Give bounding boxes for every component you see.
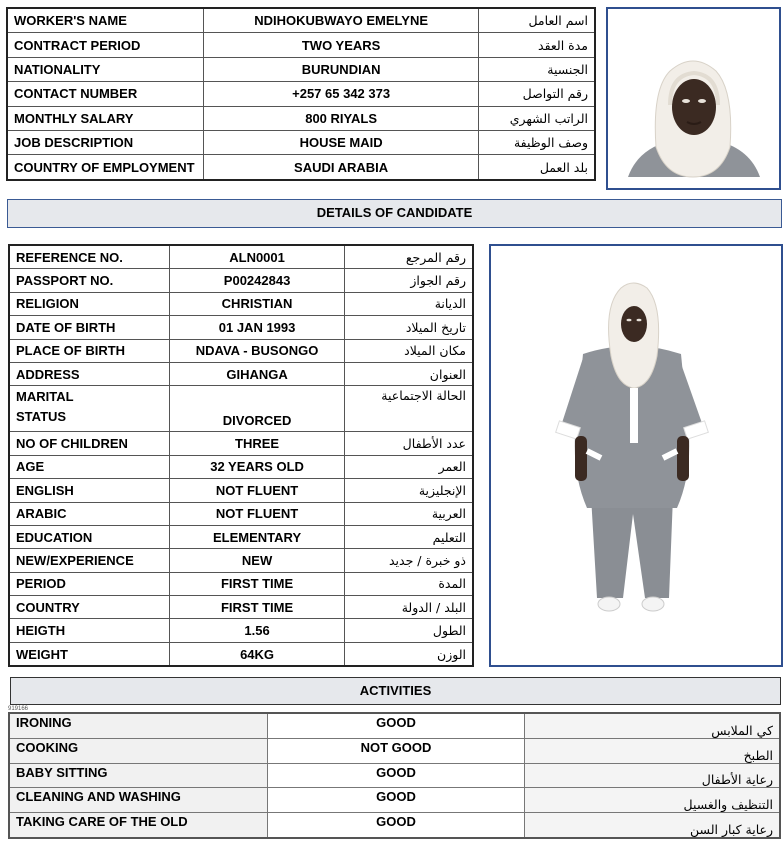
label-cooking-ar: الطبخ: [524, 738, 780, 763]
table-row: [9, 292, 473, 315]
label-new-experience-ar: ذو خبرة / جديد: [344, 549, 473, 572]
activities-banner: ACTIVITIES: [10, 677, 781, 705]
value-age: 32 YEARS OLD: [170, 455, 345, 478]
label-baby-sitting: BABY SITTING: [9, 763, 268, 788]
table-row: [9, 619, 473, 642]
value-worker-name: NDIHOKUBWAYO EMELYNE: [204, 8, 479, 33]
table-row: [9, 245, 473, 269]
table-row: [9, 596, 473, 619]
value-cleaning-washing: GOOD: [268, 788, 525, 813]
label-cooking: COOKING: [9, 738, 268, 763]
table-row: [9, 316, 473, 339]
label-cleaning-washing-ar: التنظيف والغسيل: [524, 788, 780, 813]
table-row: [7, 57, 595, 81]
label-baby-sitting-ar: رعاية الأطفال: [524, 763, 780, 788]
table-row: [9, 432, 473, 455]
value-job-description: HOUSE MAID: [204, 130, 479, 154]
label-place-of-birth: PLACE OF BIRTH: [9, 339, 170, 362]
label-date-of-birth: DATE OF BIRTH: [9, 316, 170, 339]
table-row: [9, 713, 780, 738]
value-contract-period: TWO YEARS: [204, 33, 479, 57]
label-country-ar: البلد / الدولة: [344, 596, 473, 619]
label-care-of-old-ar: رعاية كبار السن: [524, 813, 780, 838]
label-no-of-children-ar: عدد الأطفال: [344, 432, 473, 455]
value-arabic: NOT FLUENT: [170, 502, 345, 525]
label-country-of-employment-ar: بلد العمل: [479, 155, 595, 180]
label-english-ar: الإنجليزية: [344, 479, 473, 502]
table-row: [9, 642, 473, 666]
table-row: [7, 8, 595, 33]
headshot-photo: [606, 7, 781, 190]
label-address: ADDRESS: [9, 362, 170, 385]
value-ironing: GOOD: [268, 713, 525, 738]
value-contact-number: +257 65 342 373: [204, 82, 479, 106]
label-marital-line2: STATUS: [16, 409, 67, 425]
label-care-of-old: TAKING CARE OF THE OLD: [9, 813, 268, 838]
table-row: [7, 155, 595, 180]
value-height: 1.56: [170, 619, 345, 642]
value-no-of-children: THREE: [170, 432, 345, 455]
value-monthly-salary: 800 RIYALS: [204, 106, 479, 130]
value-date-of-birth: 01 JAN 1993: [170, 316, 345, 339]
label-address-ar: العنوان: [344, 362, 473, 385]
table-row: [7, 130, 595, 154]
label-weight: WEIGHT: [9, 642, 170, 666]
value-country-of-employment: SAUDI ARABIA: [204, 155, 479, 180]
portrait-illustration: [608, 9, 779, 188]
label-contract-period: CONTRACT PERIOD: [7, 33, 204, 57]
table-row: [9, 572, 473, 595]
table-row: [9, 362, 473, 385]
label-marital-status-ar: الحالة الاجتماعية: [344, 386, 473, 432]
label-job-description-ar: وصف الوظيفة: [479, 130, 595, 154]
label-age: AGE: [9, 455, 170, 478]
label-reference-no: REFERENCE NO.: [9, 245, 170, 269]
label-nationality-ar: الجنسية: [479, 57, 595, 81]
label-height: HEIGTH: [9, 619, 170, 642]
table-row: [9, 502, 473, 525]
table-row: [9, 763, 780, 788]
worker-info-table: [6, 7, 596, 181]
label-marital-line1: MARITAL: [16, 389, 74, 405]
value-cooking: NOT GOOD: [268, 738, 525, 763]
label-country-of-employment: COUNTRY OF EMPLOYMENT: [7, 155, 204, 180]
table-row: [9, 479, 473, 502]
value-address: GIHANGA: [170, 362, 345, 385]
label-contact-number-ar: رقم التواصل: [479, 82, 595, 106]
label-religion-ar: الديانة: [344, 292, 473, 315]
label-reference-no-ar: رقم المرجع: [344, 245, 473, 269]
label-marital-status: [9, 386, 170, 432]
label-education-ar: التعليم: [344, 525, 473, 548]
value-religion: CHRISTIAN: [170, 292, 345, 315]
activities-table: [8, 712, 781, 839]
table-row: [9, 269, 473, 292]
label-monthly-salary: MONTHLY SALARY: [7, 106, 204, 130]
value-nationality: BURUNDIAN: [204, 57, 479, 81]
value-reference-no: ALN0001: [170, 245, 345, 269]
table-row: [7, 33, 595, 57]
table-row: [9, 813, 780, 838]
label-education: EDUCATION: [9, 525, 170, 548]
table-row: [7, 82, 595, 106]
table-row: [7, 106, 595, 130]
label-date-of-birth-ar: تاريخ الميلاد: [344, 316, 473, 339]
value-marital-status: DIVORCED: [170, 386, 345, 432]
table-row: [9, 386, 473, 432]
value-english: NOT FLUENT: [170, 479, 345, 502]
label-new-experience: NEW/EXPERIENCE: [9, 549, 170, 572]
label-religion: RELIGION: [9, 292, 170, 315]
label-ironing-ar: كي الملابس: [524, 713, 780, 738]
label-english: ENGLISH: [9, 479, 170, 502]
candidate-details-table: [8, 244, 474, 667]
label-contact-number: CONTACT NUMBER: [7, 82, 204, 106]
label-ironing: IRONING: [9, 713, 268, 738]
label-contract-period-ar: مدة العقد: [479, 33, 595, 57]
table-row: [9, 738, 780, 763]
label-height-ar: الطول: [344, 619, 473, 642]
label-place-of-birth-ar: مكان الميلاد: [344, 339, 473, 362]
stray-mark: 919166: [8, 706, 29, 712]
full-body-photo: [489, 244, 783, 667]
value-country: FIRST TIME: [170, 596, 345, 619]
label-job-description: JOB DESCRIPTION: [7, 130, 204, 154]
details-of-candidate-banner: DETAILS OF CANDIDATE: [7, 199, 782, 228]
label-country: COUNTRY: [9, 596, 170, 619]
value-place-of-birth: NDAVA - BUSONGO: [170, 339, 345, 362]
label-nationality: NATIONALITY: [7, 57, 204, 81]
table-row: [9, 339, 473, 362]
value-passport-no: P00242843: [170, 269, 345, 292]
label-age-ar: العمر: [344, 455, 473, 478]
label-no-of-children: NO OF CHILDREN: [9, 432, 170, 455]
label-monthly-salary-ar: الراتب الشهري: [479, 106, 595, 130]
value-care-of-old: GOOD: [268, 813, 525, 838]
label-period: PERIOD: [9, 572, 170, 595]
table-row: [9, 525, 473, 548]
table-row: [9, 455, 473, 478]
label-weight-ar: الوزن: [344, 642, 473, 666]
table-row: [9, 549, 473, 572]
label-passport-no: PASSPORT NO.: [9, 269, 170, 292]
label-worker-name: WORKER'S NAME: [7, 8, 204, 33]
value-new-experience: NEW: [170, 549, 345, 572]
label-period-ar: المدة: [344, 572, 473, 595]
value-period: FIRST TIME: [170, 572, 345, 595]
label-arabic-ar: العربية: [344, 502, 473, 525]
value-weight: 64KG: [170, 642, 345, 666]
label-passport-no-ar: رقم الجواز: [344, 269, 473, 292]
label-arabic: ARABIC: [9, 502, 170, 525]
table-row: [9, 788, 780, 813]
label-worker-name-ar: اسم العامل: [479, 8, 595, 33]
value-education: ELEMENTARY: [170, 525, 345, 548]
full-body-illustration: [491, 246, 781, 665]
label-cleaning-washing: CLEANING AND WASHING: [9, 788, 268, 813]
value-baby-sitting: GOOD: [268, 763, 525, 788]
